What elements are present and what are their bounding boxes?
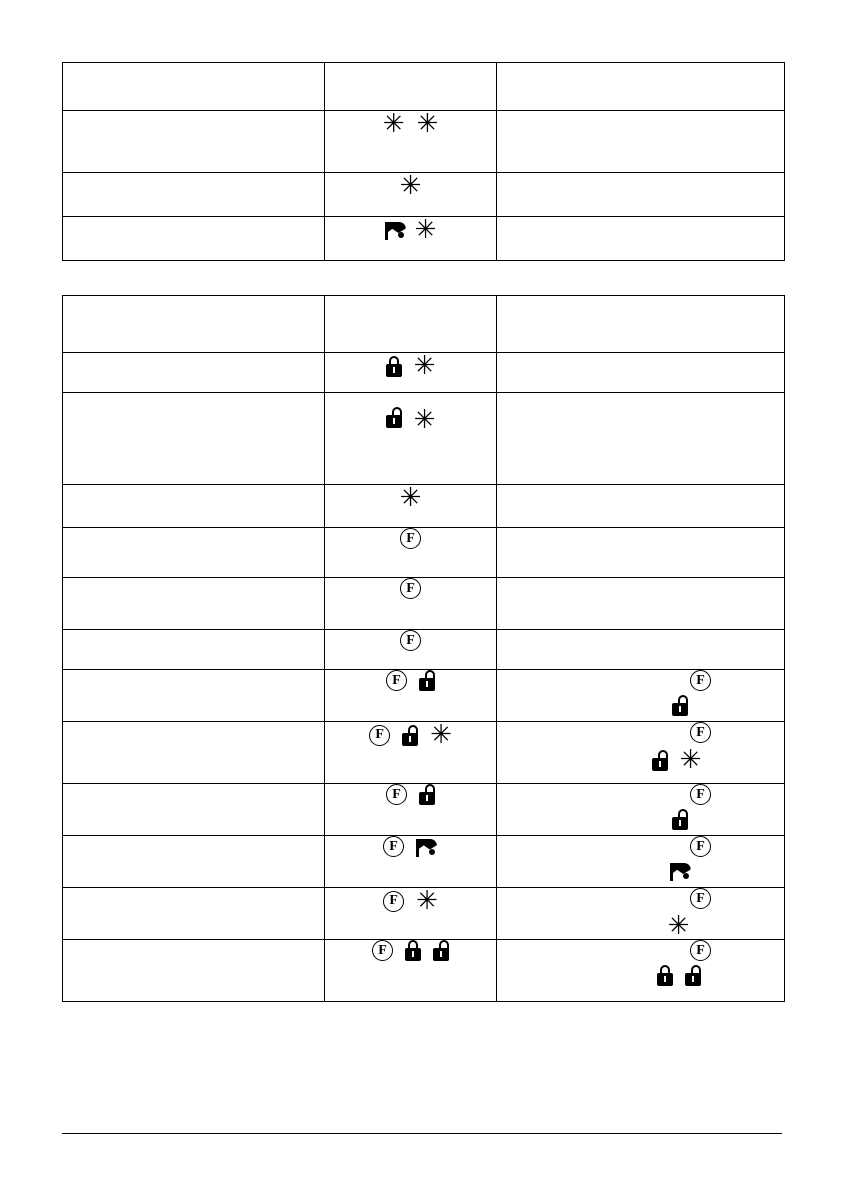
table-cell-symbols [325, 393, 497, 485]
circle-f-icon: F [690, 784, 711, 805]
table-cell-label [63, 217, 325, 261]
circle-f-icon: F [400, 578, 421, 599]
table-cell-symbols [325, 722, 497, 784]
table-cell-symbols [325, 528, 497, 578]
table-cell-notes [497, 296, 785, 353]
table-cell-notes [497, 353, 785, 393]
lock-open-icon [419, 784, 435, 805]
table-cell-label [63, 630, 325, 670]
table-cell-label [63, 296, 325, 353]
circle-f-icon: F [690, 670, 711, 691]
circle-f-icon: F [372, 940, 393, 961]
table-cell-symbols [325, 296, 497, 353]
lock-open-icon [652, 750, 668, 771]
table-cell-symbols [325, 630, 497, 670]
asterisk-icon: ✳ [414, 215, 437, 245]
table-cell-notes [497, 670, 785, 722]
asterisk-icon: ✳ [667, 911, 690, 941]
table-cell-label [63, 353, 325, 393]
table-cell-symbols [325, 784, 497, 836]
table-cell-symbols [325, 111, 497, 173]
asterisk-icon: ✳ [416, 886, 438, 916]
asterisk-icon: ✳ [679, 745, 702, 775]
asterisk-icon: ✳ [413, 405, 436, 435]
table-cell-symbols [325, 217, 497, 261]
table-cell-notes [497, 784, 785, 836]
asterisk-icon: ✳ [430, 720, 452, 750]
table-cell-symbols [325, 485, 497, 528]
table-cell-notes [497, 63, 785, 111]
circle-f-icon: F [690, 940, 711, 961]
table-cell-label [63, 940, 325, 1002]
table-cell-symbols [325, 670, 497, 722]
table-row [63, 63, 785, 111]
table-row [63, 940, 785, 1002]
lock-closed-icon [657, 965, 673, 986]
table-cell-symbols [325, 353, 497, 393]
table-cell-label [63, 670, 325, 722]
asterisk-icon: ✳ [382, 109, 405, 139]
circle-f-icon: F [690, 888, 711, 909]
asterisk-icon: ✳ [413, 351, 436, 381]
table-cell-symbols [325, 63, 497, 111]
table-cell-symbols [325, 836, 497, 888]
table-cell-notes [497, 528, 785, 578]
table-row [63, 888, 785, 940]
table-cell-label [63, 485, 325, 528]
table-cell-notes [497, 578, 785, 630]
table-cell-notes [497, 630, 785, 670]
circle-f-icon: F [369, 725, 390, 746]
lock-open-icon [672, 695, 688, 716]
circle-f-icon: F [400, 630, 421, 651]
table-row [63, 784, 785, 836]
footer-divider [62, 1133, 782, 1134]
table-row [63, 578, 785, 630]
lock-open-icon [419, 670, 435, 691]
table-row [63, 111, 785, 173]
circle-f-icon: F [690, 836, 711, 857]
table-cell-notes [497, 173, 785, 217]
table-cell-notes [497, 836, 785, 888]
table-row [63, 528, 785, 578]
table-row [63, 630, 785, 670]
table-cell-symbols [325, 940, 497, 1002]
circle-f-icon: F [386, 784, 407, 805]
table-cell-notes [497, 940, 785, 1002]
table-row [63, 836, 785, 888]
table-cell-label [63, 722, 325, 784]
asterisk-icon: ✳ [399, 171, 422, 201]
table-row [63, 217, 785, 261]
lock-open-icon [386, 407, 402, 428]
table-cell-symbols [325, 888, 497, 940]
table-cell-label [63, 784, 325, 836]
lock-closed-icon [405, 940, 421, 961]
table-cell-label [63, 528, 325, 578]
asterisk-icon: ✳ [399, 483, 422, 513]
table-row [63, 670, 785, 722]
flag-icon [670, 861, 692, 881]
circle-f-icon: F [383, 891, 404, 912]
table-cell-symbols [325, 578, 497, 630]
table-cell-notes [497, 888, 785, 940]
circle-f-icon: F [386, 670, 407, 691]
flag-icon [385, 220, 407, 240]
circle-f-icon: F [690, 722, 711, 743]
lock-open-icon [672, 809, 688, 830]
flag-icon [416, 837, 438, 857]
table-cell-notes [497, 111, 785, 173]
table-1 [62, 62, 785, 261]
table-cell-symbols [325, 173, 497, 217]
table-cell-label [63, 578, 325, 630]
table-cell-notes [497, 485, 785, 528]
table-cell-label [63, 63, 325, 111]
table-cell-notes [497, 217, 785, 261]
lock-open-icon [402, 725, 418, 746]
table-2 [62, 295, 785, 1002]
table-row [63, 485, 785, 528]
table-row [63, 296, 785, 353]
table-cell-notes [497, 722, 785, 784]
table-row [63, 173, 785, 217]
table-cell-label [63, 836, 325, 888]
lock-closed-icon [386, 356, 402, 377]
table-cell-label [63, 173, 325, 217]
table-row [63, 722, 785, 784]
asterisk-icon: ✳ [416, 109, 439, 139]
lock-open-icon [433, 940, 449, 961]
lock-open-icon [685, 965, 701, 986]
table-cell-label [63, 888, 325, 940]
table-row [63, 393, 785, 485]
table-row [63, 353, 785, 393]
circle-f-icon: F [400, 528, 421, 549]
table-cell-label [63, 393, 325, 485]
table-cell-label [63, 111, 325, 173]
table-cell-notes [497, 393, 785, 485]
circle-f-icon: F [383, 836, 404, 857]
